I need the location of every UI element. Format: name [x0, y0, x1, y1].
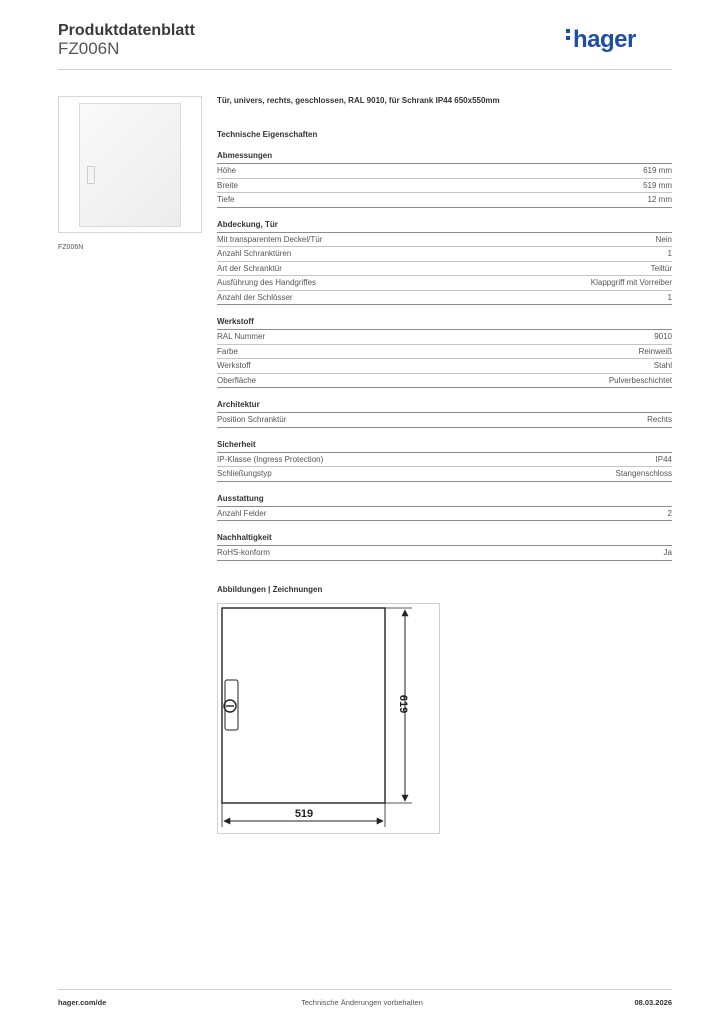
- spec-label: Tiefe: [217, 195, 235, 204]
- spec-row: [217, 291, 672, 306]
- header-divider: [58, 69, 672, 70]
- spec-group-title: Sicherheit: [217, 440, 672, 453]
- spec-label: Höhe: [217, 166, 237, 175]
- door-lock-icon: [224, 680, 238, 730]
- product-image-caption: FZ006N: [58, 244, 84, 251]
- tech-properties-heading: Technische Eigenschaften: [217, 130, 318, 139]
- spec-group: [217, 533, 672, 561]
- footer-website: hager.com/de: [58, 998, 107, 1007]
- spec-label: Art der Schranktür: [217, 263, 282, 273]
- drawings-heading: Abbildungen | Zeichnungen: [217, 585, 323, 594]
- spec-row: [217, 233, 672, 248]
- door-panel-illustration: [79, 103, 181, 227]
- spec-group-title: Architektur: [217, 400, 672, 413]
- spec-label: Mit transparentem Deckel/Tür: [217, 234, 323, 244]
- dimension-drawing-svg: [218, 604, 441, 835]
- spec-row: [217, 193, 672, 208]
- footer-date: 08.03.2026: [634, 998, 672, 1007]
- spec-value: 9010: [654, 332, 672, 341]
- spec-value: Teiltür: [650, 263, 672, 273]
- spec-value: 12 mm: [647, 195, 672, 204]
- spec-row: [217, 179, 672, 194]
- logo-text: hager: [573, 26, 636, 53]
- spec-label: Oberfläche: [217, 375, 257, 385]
- spec-label: Schließungstyp: [217, 469, 272, 478]
- spec-group-title: Abmessungen: [217, 151, 672, 164]
- spec-value: 1: [667, 292, 672, 302]
- spec-label: Anzahl der Schlösser: [217, 292, 293, 302]
- spec-label: Ausführung des Handgriffes: [217, 278, 317, 287]
- spec-row: [217, 374, 672, 389]
- page-title: Produktdatenblatt: [58, 22, 195, 39]
- spec-group: [217, 317, 672, 388]
- hager-logo: [566, 26, 636, 54]
- spec-row: [217, 453, 672, 468]
- spec-row: [217, 330, 672, 345]
- spec-value: Rechts: [647, 415, 672, 424]
- spec-label: Anzahl Schranktüren: [217, 249, 292, 258]
- spec-group-title: Ausstattung: [217, 494, 672, 507]
- spec-label: Anzahl Felder: [217, 508, 267, 518]
- spec-row: [217, 345, 672, 360]
- footer-disclaimer: Technische Änderungen vorbehalten: [301, 998, 423, 1007]
- door-handle-illustration: [87, 166, 95, 184]
- height-dimension-label: 619: [397, 694, 409, 714]
- spec-content: [217, 96, 672, 561]
- spec-row: [217, 262, 672, 277]
- spec-group-title: Werkstoff: [217, 317, 672, 330]
- spec-value: 2: [667, 508, 672, 518]
- spec-value: Klappgriff mit Vorreiber: [590, 278, 672, 287]
- spec-value: IP44: [655, 454, 672, 464]
- spec-groups: [217, 151, 672, 561]
- spec-label: Breite: [217, 180, 238, 190]
- spec-value: 1: [667, 249, 672, 258]
- spec-row: [217, 359, 672, 374]
- spec-group: [217, 400, 672, 428]
- spec-row: [217, 413, 672, 428]
- product-description: Tür, univers, rechts, geschlossen, RAL 9010, für Schrank IP44 650x550mm: [217, 96, 500, 105]
- spec-row: [217, 276, 672, 291]
- spec-row: [217, 546, 672, 561]
- door-outline: [222, 608, 385, 803]
- spec-group: [217, 440, 672, 482]
- spec-label: Werkstoff: [217, 361, 251, 370]
- logo-colon-icon: [566, 29, 571, 43]
- spec-value: Stahl: [653, 361, 672, 370]
- spec-label: Position Schranktür: [217, 415, 287, 424]
- dimension-drawing: [217, 603, 440, 834]
- product-image: [58, 96, 202, 233]
- spec-group: [217, 220, 672, 306]
- spec-label: IP-Klasse (Ingress Protection): [217, 454, 324, 464]
- spec-value: Pulverbeschichtet: [608, 375, 672, 385]
- product-code: FZ006N: [58, 39, 120, 58]
- spec-row: [217, 247, 672, 262]
- spec-value: Ja: [663, 548, 672, 557]
- width-dimension-label: 519: [294, 808, 314, 820]
- spec-group: [217, 494, 672, 522]
- spec-row: [217, 164, 672, 179]
- spec-value: 619 mm: [643, 166, 672, 175]
- spec-value: Stangenschloss: [615, 469, 672, 478]
- spec-value: 519 mm: [643, 180, 672, 190]
- spec-group-title: Abdeckung, Tür: [217, 220, 672, 233]
- spec-label: RoHS-konform: [217, 548, 270, 557]
- spec-label: RAL Nummer: [217, 332, 266, 341]
- footer-divider: [58, 989, 672, 990]
- spec-row: [217, 467, 672, 482]
- spec-value: Reinweiß: [638, 346, 672, 356]
- spec-value: Nein: [655, 234, 672, 244]
- spec-row: [217, 507, 672, 522]
- spec-group: [217, 151, 672, 208]
- spec-label: Farbe: [217, 346, 238, 356]
- spec-group-title: Nachhaltigkeit: [217, 533, 672, 546]
